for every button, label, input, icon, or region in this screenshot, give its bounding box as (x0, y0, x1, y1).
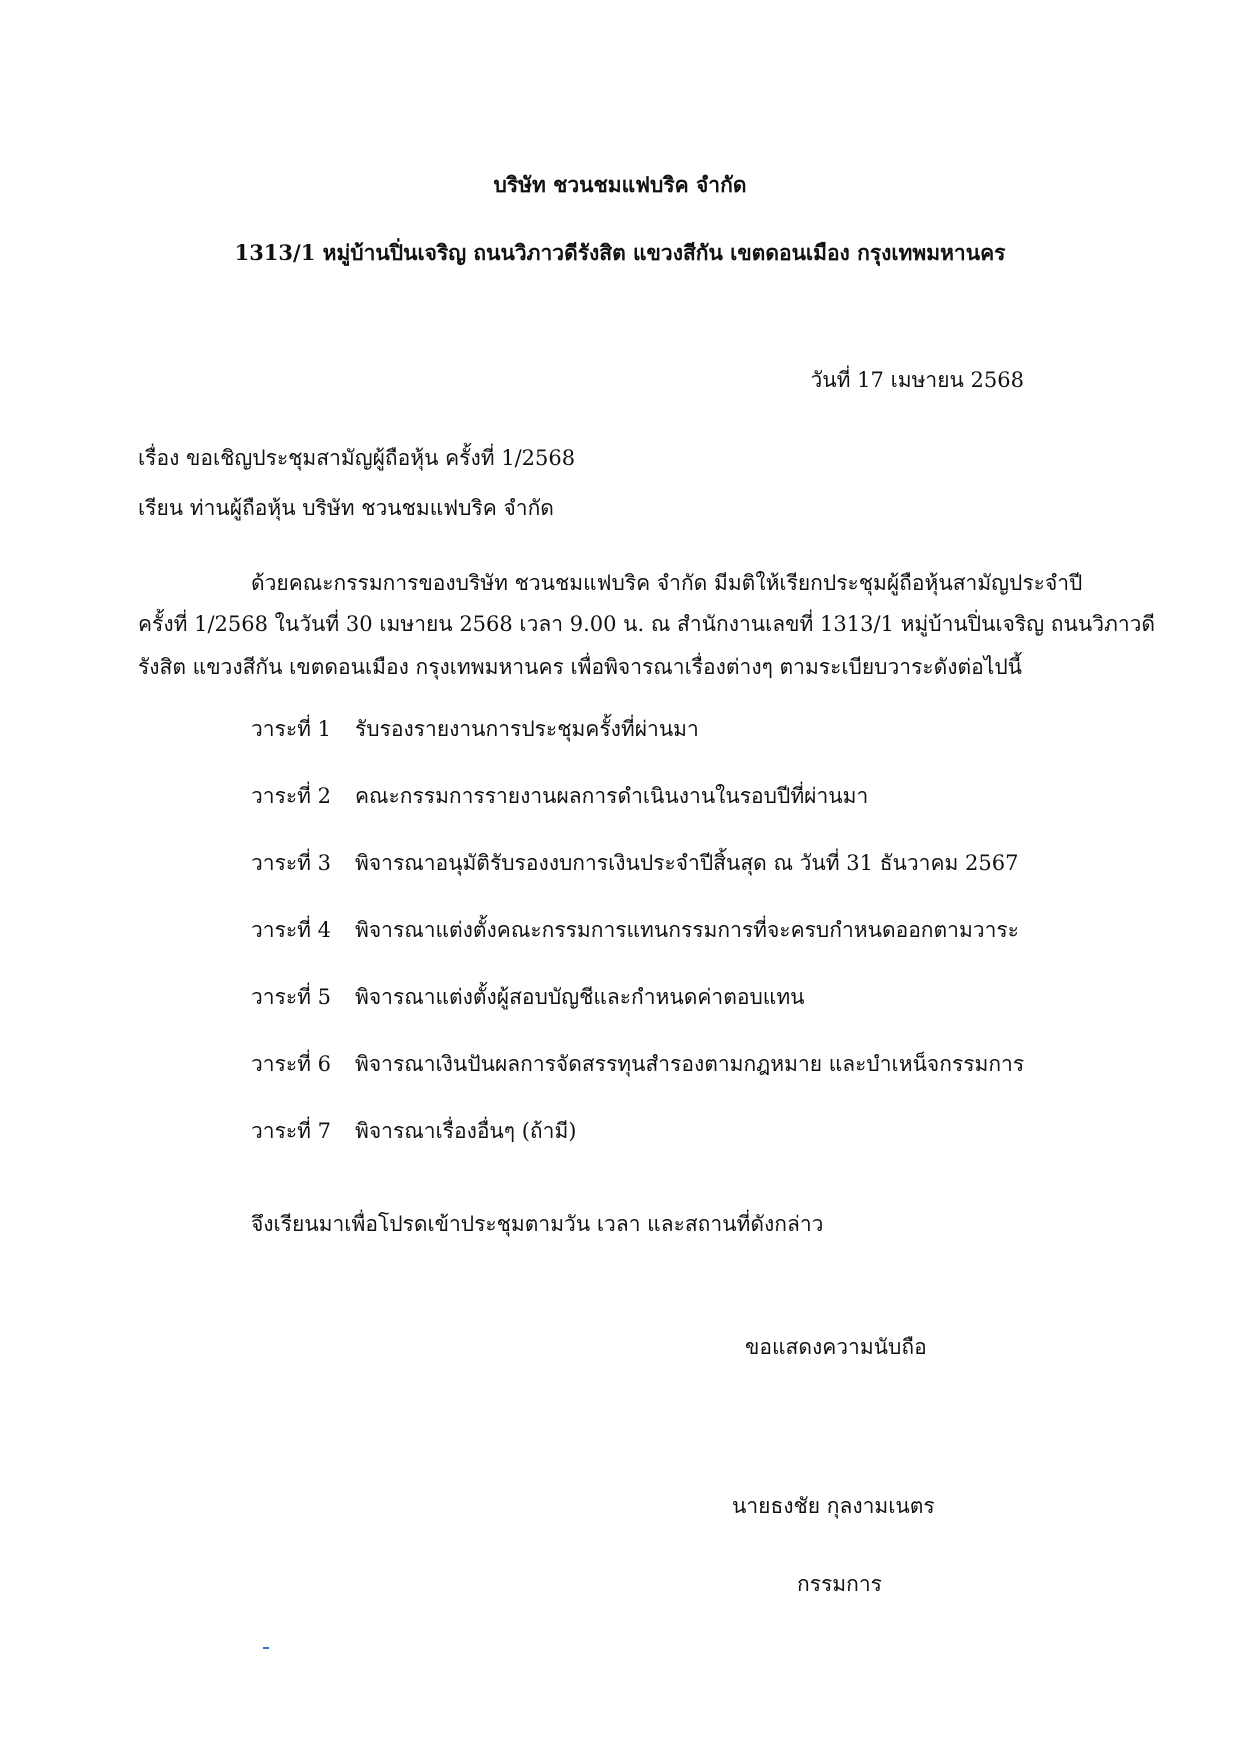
body-line-1: ด้วยคณะกรรมการของบริษัท ชวนชมแฟบริค จำกัด มีมติให้เรียกประชุมผู้ถือหุ้นสามัญประจำปี (251, 571, 1083, 595)
closing-sentence: จึงเรียนมาเพื่อโปรดเข้าประชุมตามวัน เวลา และสถานที่ดังกล่าว (251, 1212, 824, 1236)
agenda-item: พิจารณาเรื่องอื่นๆ (ถ้ามี) (355, 1119, 577, 1143)
agenda-number: วาระที่ 7 (251, 1119, 332, 1143)
agenda-item: คณะกรรมการรายงานผลการดำเนินงานในรอบปีที่ผ่านมา (355, 784, 869, 808)
letter-date: วันที่ 17 เมษายน 2568 (810, 368, 1024, 392)
body-line-3: รังสิต แขวงสีกัน เขตดอนเมือง กรุงเทพมหานคร เพื่อพิจารณาเรื่องต่างๆ ตามระเบียบวาระดังต่อไปนี้ (138, 655, 1023, 679)
body-line-2: ครั้งที่ 1/2568 ในวันที่ 30 เมษายน 2568 เวลา 9.00 น. ณ สำนักงานเลขที่ 1313/1 หมู่บ้านปิ่นเจริญ ถนนวิภาวดี (138, 612, 1156, 636)
agenda-number: วาระที่ 3 (251, 851, 332, 875)
agenda-item: พิจารณาเงินปันผลการจัดสรรทุนสำรองตามกฎหมาย และบำเหน็จกรรมการ (355, 1052, 1025, 1076)
letter-recipient: เรียน ท่านผู้ถือหุ้น บริษัท ชวนชมแฟบริค จำกัด (138, 496, 554, 520)
regards-line: ขอแสดงความนับถือ (745, 1335, 927, 1359)
signatory-name: นายธงชัย กุลงามเนตร (732, 1494, 935, 1518)
signatory-title: กรรมการ (797, 1572, 882, 1596)
agenda-item: พิจารณาอนุมัติรับรองงบการเงินประจำปีสิ้นสุด ณ วันที่ 31 ธันวาคม 2567 (355, 851, 1019, 875)
agenda-item: รับรองรายงานการประชุมครั้งที่ผ่านมา (355, 717, 699, 741)
agenda-number: วาระที่ 6 (251, 1052, 332, 1076)
agenda-number: วาระที่ 2 (251, 784, 332, 808)
agenda-item: พิจารณาแต่งตั้งคณะกรรมการแทนกรรมการที่จะครบกำหนดออกตามวาระ (355, 918, 1019, 942)
agenda-number: วาระที่ 5 (251, 985, 332, 1009)
agenda-number: วาระที่ 4 (251, 918, 332, 942)
agenda-item: พิจารณาแต่งตั้งผู้สอบบัญชีและกำหนดค่าตอบแทน (355, 985, 805, 1009)
letter-subject: เรื่อง ขอเชิญประชุมสามัญผู้ถือหุ้น ครั้งที่ 1/2568 (138, 446, 576, 470)
stray-mark (263, 1647, 269, 1649)
agenda-number: วาระที่ 1 (251, 717, 332, 741)
company-name: บริษัท ชวนชมแฟบริค จำกัด (493, 172, 747, 197)
company-address: 1313/1 หมู่บ้านปิ่นเจริญ ถนนวิภาวดีรังสิต แขวงสีกัน เขตดอนเมือง กรุงเทพมหานคร (234, 240, 1006, 265)
